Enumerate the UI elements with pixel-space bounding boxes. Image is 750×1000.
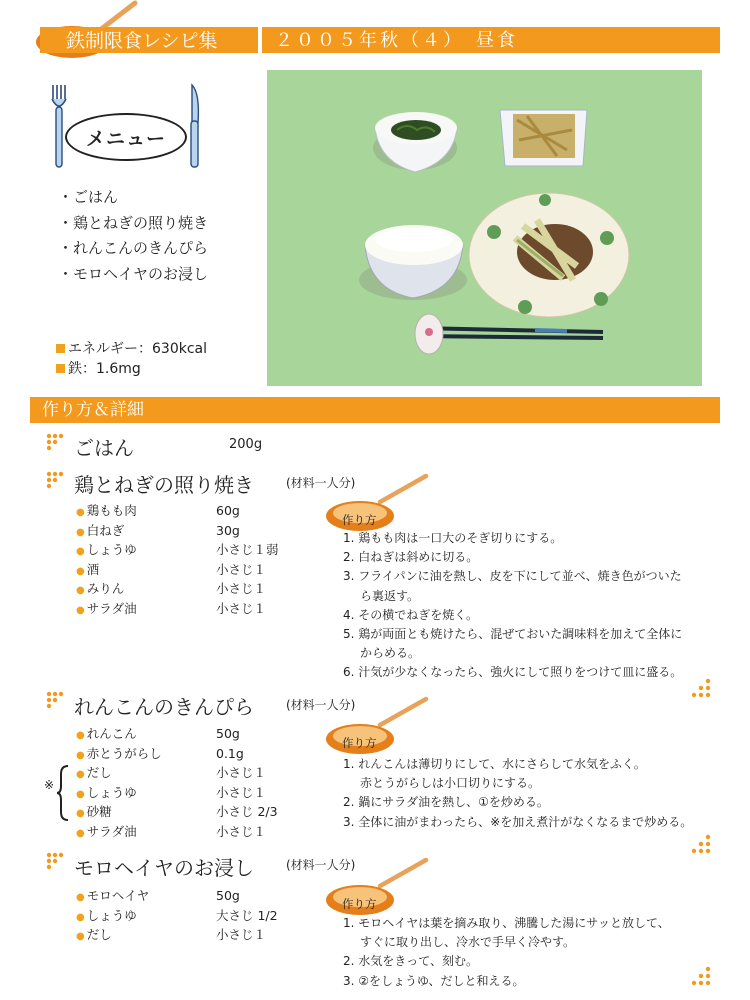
square-bullet-icon xyxy=(56,344,65,353)
ingredient-amount: 大さじ 1/2 xyxy=(216,907,278,923)
meal-photo xyxy=(267,70,702,386)
menu-item: ・れんこんのきんぴら xyxy=(58,239,209,257)
step-item xyxy=(343,813,692,832)
method-label: 作り方 xyxy=(342,736,377,750)
ingredient-name: しょうゆ xyxy=(86,784,137,800)
dish-name-ohitashi: モロヘイヤのお浸し xyxy=(74,856,254,880)
step-text-continued: ら裏返す。 xyxy=(360,588,420,603)
bullet-icon: ● xyxy=(76,507,85,518)
dot-ornament-icon xyxy=(690,678,712,700)
ingredient-name: モロヘイヤ xyxy=(86,888,150,903)
bullet-icon: ● xyxy=(76,911,85,923)
step-item xyxy=(343,793,692,812)
iron-value: 鉄：1.6mg xyxy=(68,361,141,377)
step-text: 6. 汁気が少なくなったら、強火にして照りをつけて皿に盛る。 xyxy=(343,665,683,680)
page-subtitle: ２００５年秋（４） 昼食 xyxy=(275,30,518,51)
step-text: 1. 鶏もも肉は一口大のそぎ切りにする。 xyxy=(343,531,563,545)
ingredient-row xyxy=(76,540,279,560)
ingredient-row xyxy=(76,822,278,842)
step-text: 5. 鶏が両面とも焼けたら、混ぜておいた調味料を加えて全体に xyxy=(343,627,683,642)
step-item xyxy=(343,663,682,682)
step-text: 2. 白ねぎは斜めに切る。 xyxy=(343,550,479,565)
dot-ornament-icon xyxy=(690,834,712,856)
menu-item: ・モロヘイヤのお浸し xyxy=(58,264,209,283)
ingredient-amount: 小さじ１ xyxy=(216,561,267,577)
ingredient-amount: 小さじ１弱 xyxy=(216,542,279,557)
ingredient-name: 赤とうがらし xyxy=(86,745,162,761)
bullet-icon: ● xyxy=(76,546,85,557)
steps-kinpira xyxy=(343,755,692,832)
ingredient-amount: 30g xyxy=(216,522,240,538)
steps-teriyaki xyxy=(343,529,682,683)
ingredient-amount: 小さじ１ xyxy=(216,765,267,780)
menu-item: ・ごはん xyxy=(58,188,119,206)
bullet-icon: ● xyxy=(76,931,85,942)
ingredient-row xyxy=(76,744,278,764)
rice-amount: 200g xyxy=(229,437,263,452)
bullet-icon: ● xyxy=(76,769,85,780)
ingredient-name: 酒 xyxy=(86,561,100,577)
energy-value: エネルギー：630kcal xyxy=(68,341,207,357)
ingredient-row xyxy=(76,579,279,599)
bullet-icon: ● xyxy=(76,788,85,800)
ingredient-name: だし xyxy=(86,765,112,780)
knife-icon xyxy=(186,83,202,169)
step-text: 1. モロヘイヤは葉を摘み取り、沸騰した湯にサッと放して、 xyxy=(343,916,670,930)
step-text-continued: すぐに取り出し、冷水で手早く冷やす。 xyxy=(360,935,576,950)
step-text: 4. その横でねぎを焼く。 xyxy=(343,607,479,622)
ingredient-name: サラダ油 xyxy=(86,823,137,839)
step-item xyxy=(343,567,682,605)
ingredient-row xyxy=(76,886,278,906)
frying-pan-badge-icon xyxy=(322,856,432,918)
ingredient-amount: 60g xyxy=(216,503,240,518)
ingredient-name: だし xyxy=(86,927,112,942)
step-item xyxy=(343,972,670,991)
frying-pan-badge-icon xyxy=(322,695,432,757)
header-separator xyxy=(258,27,262,53)
step-text: 2. 鍋にサラダ油を熱し、①を炒める。 xyxy=(343,795,549,810)
ingredient-row xyxy=(76,521,279,541)
step-text: 3. フライパンに油を熱し、皮を下にして並べ、焼き色がついた xyxy=(343,569,682,584)
bullet-icon: ● xyxy=(76,730,85,741)
ingredient-amount: 小さじ１ xyxy=(216,823,267,839)
ingredient-name: しょうゆ xyxy=(86,907,137,923)
ingredient-row xyxy=(76,724,278,744)
step-text-continued: 赤とうがらしは小口切りにする。 xyxy=(360,776,541,791)
ingredient-amount: 50g xyxy=(216,726,240,741)
page-title: 鉄制限食レシピ集 xyxy=(66,30,218,52)
dot-ornament-icon xyxy=(46,691,66,711)
step-item xyxy=(343,548,682,567)
dish-name-rice: ごはん xyxy=(74,436,134,460)
bullet-icon: ● xyxy=(76,749,85,761)
iron-row xyxy=(56,358,207,378)
ingredient-amount: 小さじ１ xyxy=(216,784,267,800)
dot-ornament-icon xyxy=(46,471,66,491)
step-text-continued: からめる。 xyxy=(360,646,421,661)
ingredient-row xyxy=(76,501,279,521)
dish-note: (材料一人分) xyxy=(286,858,356,872)
ingredient-name: 白ねぎ xyxy=(86,522,125,538)
ingredient-name: みりん xyxy=(86,581,125,596)
bullet-icon: ● xyxy=(76,892,85,903)
step-text: 3. ②をしょうゆ、だしと和える。 xyxy=(343,973,525,988)
ingredient-amount: 50g xyxy=(216,888,240,903)
bullet-icon: ● xyxy=(76,604,85,616)
step-text: 2. 水気をきって、刻む。 xyxy=(343,954,479,969)
ingredient-list-teriyaki xyxy=(76,501,279,618)
dot-ornament-icon xyxy=(46,433,66,453)
method-label: 作り方 xyxy=(342,897,377,911)
bullet-icon: ● xyxy=(76,827,85,839)
ingredient-amount: 0.1g xyxy=(216,745,244,761)
ingredient-list-kinpira xyxy=(76,724,278,841)
step-item xyxy=(343,625,682,663)
step-text: 3. 全体に油がまわったら、※を加え煮汁がなくなるまで炒める。 xyxy=(343,814,693,829)
ingredient-list-ohitashi xyxy=(76,886,278,945)
step-item xyxy=(343,952,670,971)
dish-name-kinpira: れんこんのきんぴら xyxy=(74,695,254,719)
steps-ohitashi xyxy=(343,914,670,991)
ingredient-row xyxy=(76,783,278,803)
ingredient-row xyxy=(76,560,279,580)
menu-item: ・鶏とねぎの照り焼き xyxy=(58,213,209,232)
frying-pan-badge-icon xyxy=(322,472,432,534)
energy-row xyxy=(56,338,207,358)
menu-heading xyxy=(65,113,187,161)
ingredient-amount: 小さじ１ xyxy=(216,600,267,616)
step-item xyxy=(343,755,692,793)
ingredient-row xyxy=(76,906,278,926)
dot-ornament-icon xyxy=(46,852,66,872)
dish-note: (材料一人分) xyxy=(286,476,356,490)
ingredient-amount: 小さじ 2/3 xyxy=(216,804,278,819)
ingredient-name: れんこん xyxy=(86,726,137,741)
bullet-icon: ● xyxy=(76,808,85,819)
ingredient-row xyxy=(76,599,279,619)
step-item xyxy=(343,914,670,952)
method-label: 作り方 xyxy=(342,513,377,527)
step-text: 1. れんこんは薄切りにして、水にさらして水気をふく。 xyxy=(343,757,646,771)
square-bullet-icon xyxy=(56,364,65,373)
ingredient-row xyxy=(76,925,278,945)
menu-list xyxy=(58,185,208,287)
fork-icon xyxy=(50,83,68,169)
nutrition-info xyxy=(56,338,207,378)
bullet-icon: ● xyxy=(76,526,85,538)
ingredient-name: 鶏もも肉 xyxy=(86,503,137,518)
curly-brace-icon xyxy=(56,764,70,822)
ingredient-name: サラダ油 xyxy=(86,600,137,616)
ingredient-name: 砂糖 xyxy=(86,804,112,819)
ingredient-amount: 小さじ１ xyxy=(216,927,267,942)
ingredient-row xyxy=(76,763,278,783)
step-item xyxy=(343,529,682,548)
bullet-icon: ● xyxy=(76,585,85,596)
ingredient-amount: 小さじ１ xyxy=(216,581,267,596)
step-item xyxy=(343,606,682,625)
section-title: 作り方＆詳細 xyxy=(42,400,144,420)
ingredient-row xyxy=(76,802,278,822)
dot-ornament-icon xyxy=(690,966,712,988)
dish-name-teriyaki: 鶏とねぎの照り焼き xyxy=(74,473,254,497)
menu-heading-label: メニュー xyxy=(85,127,166,150)
bullet-icon: ● xyxy=(76,565,85,577)
dish-note: (材料一人分) xyxy=(286,698,356,712)
bracket-mark: ※ xyxy=(44,778,55,792)
ingredient-name: しょうゆ xyxy=(86,542,137,557)
